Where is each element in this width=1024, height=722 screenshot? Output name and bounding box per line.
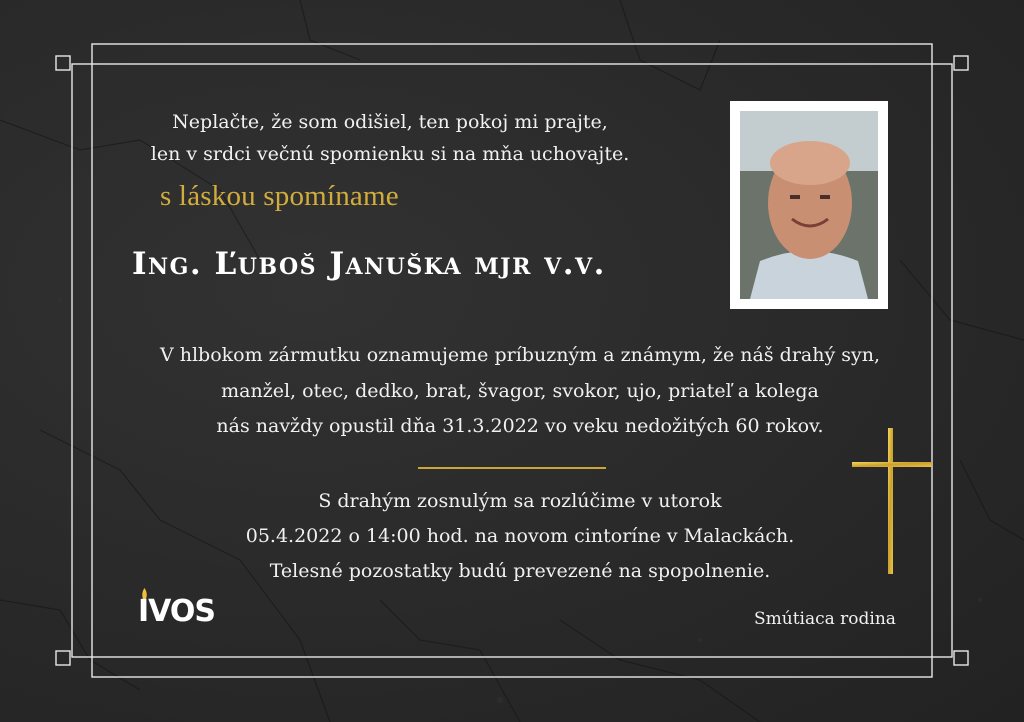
lovingly-remember-heading: s láskou spomíname: [160, 180, 399, 212]
announcement-line-1: V hlbokom zármutku oznamujeme príbuzným a známym, že náš drahý syn,: [159, 344, 881, 366]
ivos-logo: IVOS: [138, 594, 215, 629]
farewell-line-3: Telesné pozostatky budú prevezené na spopolnenie.: [269, 560, 771, 582]
farewell-line-2: 05.4.2022 o 14:00 hod. na novom cintoríne v Malackách.: [245, 525, 795, 547]
gold-divider: [418, 467, 606, 469]
farewell-line-1: S drahým zosnulým sa rozlúčime v utorok: [318, 490, 722, 512]
portrait-photo-frame: [730, 101, 888, 309]
announcement-line-3: nás navždy opustil dňa 31.3.2022 vo veku nedožitých 60 rokov.: [216, 415, 824, 437]
family-signature: Smútiaca rodina: [754, 609, 896, 629]
poem-line-2: len v srdci večnú spomienku si na mňa uchovajte.: [150, 143, 630, 165]
announcement-line-2: manžel, otec, dedko, brat, švagor, svokor, ujo, priateľ a kolega: [221, 380, 819, 402]
cross-icon: [852, 428, 932, 574]
poem-line-1: Neplačte, že som odišiel, ten pokoj mi prajte,: [172, 111, 608, 133]
portrait-photo: [740, 111, 878, 299]
deceased-name: Ing. Ľuboš Januška mjr v.v.: [132, 246, 606, 282]
